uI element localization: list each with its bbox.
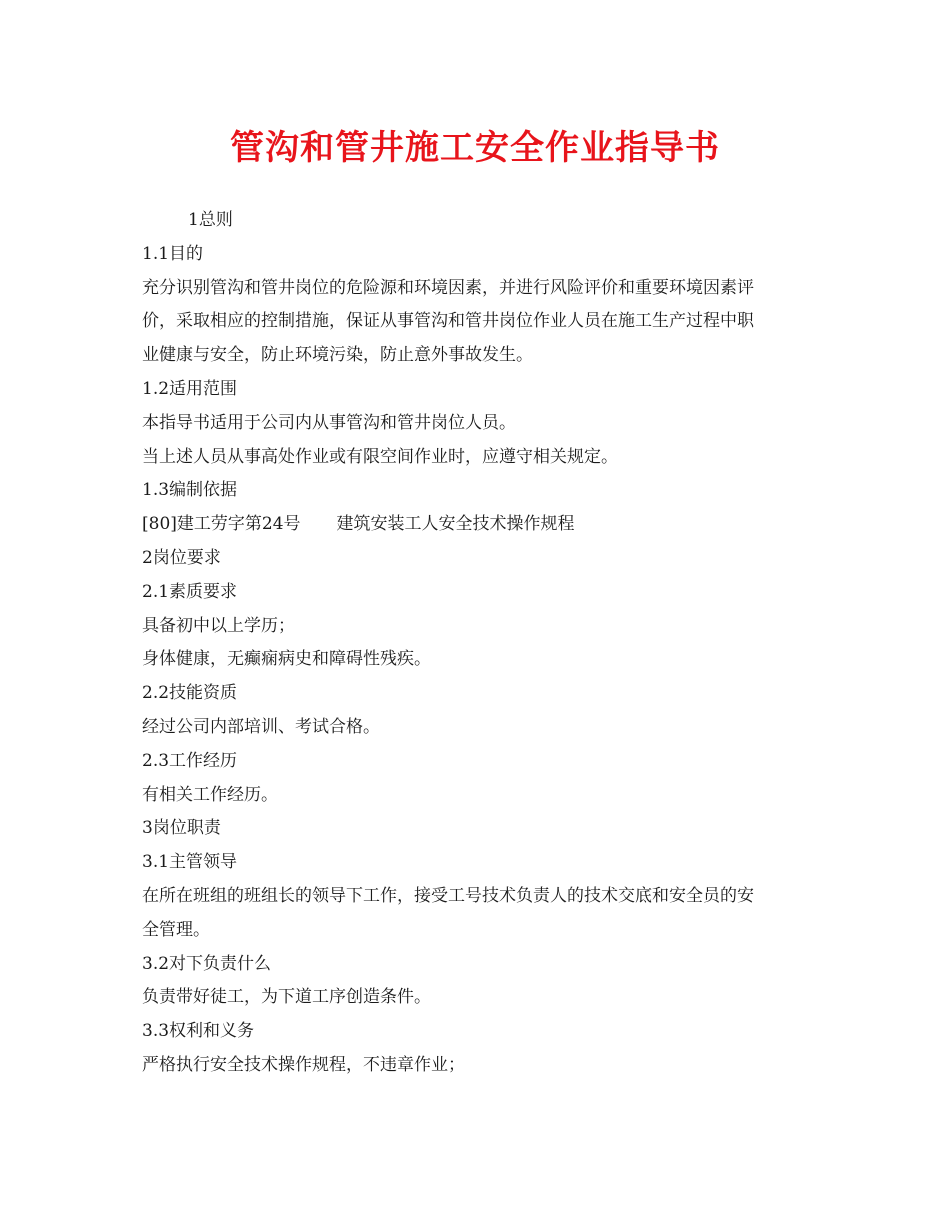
paragraph-line: 有相关工作经历。 [142,784,278,805]
reference-title: 建筑安装工人安全技术操作规程 [336,514,575,535]
subsection-heading-2-1: 2.1素质要求 [142,581,238,602]
subsection-heading-3-3: 3.3权利和义务 [142,1021,255,1042]
document-body [142,204,822,1083]
paragraph-line: 充分识别管沟和管井岗位的危险源和环境因素，并进行风险评价和重要环境因素评 [142,277,754,298]
subsection-heading-2-3: 2.3工作经历 [142,750,238,771]
section-heading-2: 2岗位要求 [142,547,221,568]
subsection-heading-2-2: 2.2技能资质 [142,683,238,704]
section-heading-1: 1总则 [188,210,233,230]
subsection-heading-1-1: 1.1目的 [142,243,204,264]
paragraph-line: 当上述人员从事高处作业或有限空间作业时，应遵守相关规定。 [142,446,618,467]
subsection-heading-3-2: 3.2对下负责什么 [142,953,272,974]
paragraph-line: 价，采取相应的控制措施，保证从事管沟和管井岗位作业人员在施工生产过程中职 [142,311,754,332]
paragraph-line: 具备初中以上学历； [142,615,295,636]
reference-line [142,508,822,542]
paragraph-line: 本指导书适用于公司内从事管沟和管井岗位人员。 [142,412,516,433]
subsection-heading-1-2: 1.2适用范围 [142,378,238,399]
paragraph-line: 严格执行安全技术操作规程，不违章作业； [142,1054,465,1075]
paragraph-line: 身体健康，无癫痫病史和障碍性残疾。 [142,649,431,670]
section-heading-3: 3岗位职责 [142,818,221,839]
paragraph-line: 负责带好徒工，为下道工序创造条件。 [142,987,431,1008]
paragraph-line: 经过公司内部培训、考试合格。 [142,716,380,737]
paragraph-line: 全管理。 [142,919,210,940]
subsection-heading-3-1: 3.1主管领导 [142,852,238,873]
paragraph-line: 业健康与安全，防止环境污染，防止意外事故发生。 [142,345,533,366]
reference-code: [80]建工劳字第24号 [142,514,301,535]
subsection-heading-1-3: 1.3编制依据 [142,480,238,501]
paragraph-line: 在所在班组的班组长的领导下工作，接受工号技术负责人的技术交底和安全员的安 [142,885,754,906]
document-title: 管沟和管井施工安全作业指导书 [230,128,720,168]
